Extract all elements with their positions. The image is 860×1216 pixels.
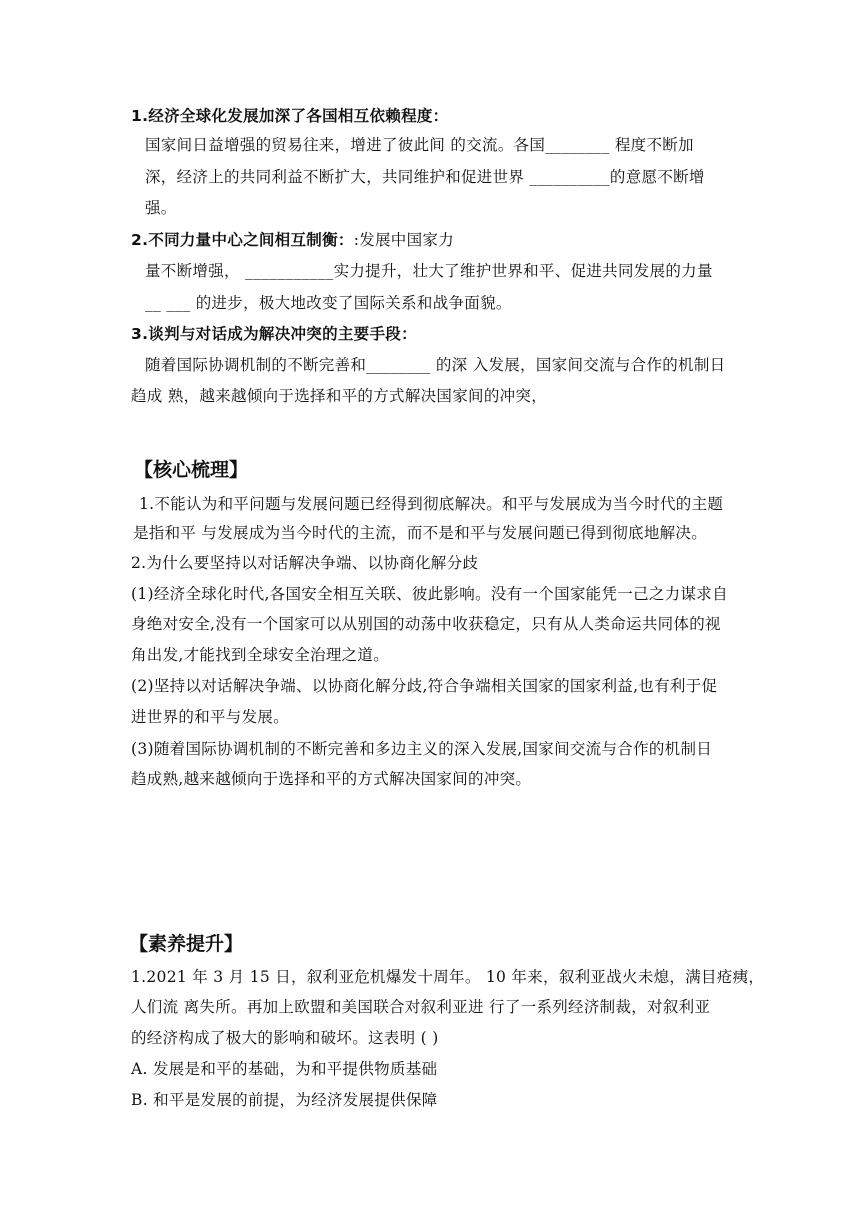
heading-3: 3.谈判与对话成为解决冲突的主要手段：	[131, 325, 417, 343]
paragraph-line: 量不断增强， ___________实力提升，壮大了维护世界和平、促进共同发展的力量	[145, 262, 713, 280]
paragraph-line: 国家间日益增强的贸易往来，增进了彼此间 的交流。各国________ 程度不断加	[145, 136, 694, 154]
question-line: 1.2021 年 3 月 15 日，叙利亚危机爆发十周年。 10 年来，叙利亚战火未熄，满目疮痍，	[131, 968, 765, 986]
paragraph-line: 强。	[145, 199, 177, 217]
core-line: 身绝对安全,没有一个国家可以从别国的动荡中收获稳定，只有从人类命运共同体的视	[131, 615, 721, 633]
paragraph-line: __ ___ 的进步，极大地改变了国际关系和战争面貌。	[145, 294, 512, 312]
core-line: 角出发,才能找到全球安全治理之道。	[131, 646, 390, 664]
heading-1: 1.经济全球化发展加深了各国相互依赖程度：	[131, 107, 449, 125]
paragraph-line: 随着国际协调机制的不断完善和________ 的深 入发展，国家间交流与合作的机制日	[145, 356, 726, 374]
core-line: (2)坚持以对话解决争端、以协商化解分歧,符合争端相关国家的国家利益,也有利于促	[131, 677, 718, 695]
core-line: 趋成熟,越来越倾向于选择和平的方式解决国家间的冲突。	[131, 770, 532, 788]
heading-2-tail: :发展中国家力	[353, 231, 455, 249]
core-section-title: 【核心梳理】	[134, 459, 249, 481]
heading-2: 2.不同力量中心之间相互制衡：	[131, 231, 354, 249]
paragraph-line: 趋成 熟，越来越倾向于选择和平的方式解决国家间的冲突，	[131, 387, 548, 405]
literacy-section-title: 【素养提升】	[129, 933, 244, 955]
core-line: 1.不能认为和平问题与发展问题已经得到彻底解决。和平与发展成为当今时代的主题	[139, 495, 724, 513]
question-line: 人们流 离失所。再加上欧盟和美国联合对叙利亚进 行了一系列经济制裁，对叙利亚	[131, 998, 711, 1016]
core-line: (3)随着国际协调机制的不断完善和多边主义的深入发展,国家间交流与合作的机制日	[131, 740, 713, 758]
option-b: B. 和平是发展的前提，为经济发展提供保障	[131, 1091, 438, 1109]
question-line: 的经济构成了极大的影响和破坏。这表明 ( )	[131, 1029, 439, 1047]
option-a: A. 发展是和平的基础，为和平提供物质基础	[131, 1060, 438, 1078]
paragraph-line: 深，经济上的共同利益不断扩大，共同维护和促进世界 __________的意愿不断增	[145, 168, 705, 186]
core-line: 是指和平 与发展成为当今时代的主流，而不是和平与发展问题已得到彻底地解决。	[133, 524, 708, 542]
core-line: (1)经济全球化时代,各国安全相互关联、彼此影响。没有一个国家能凭一己之力谋求自	[131, 585, 728, 603]
core-line: 2.为什么要坚持以对话解决争端、以协商化解分歧	[131, 554, 479, 572]
heading-2-row	[131, 229, 454, 251]
core-line: 进世界的和平与发展。	[131, 708, 290, 726]
